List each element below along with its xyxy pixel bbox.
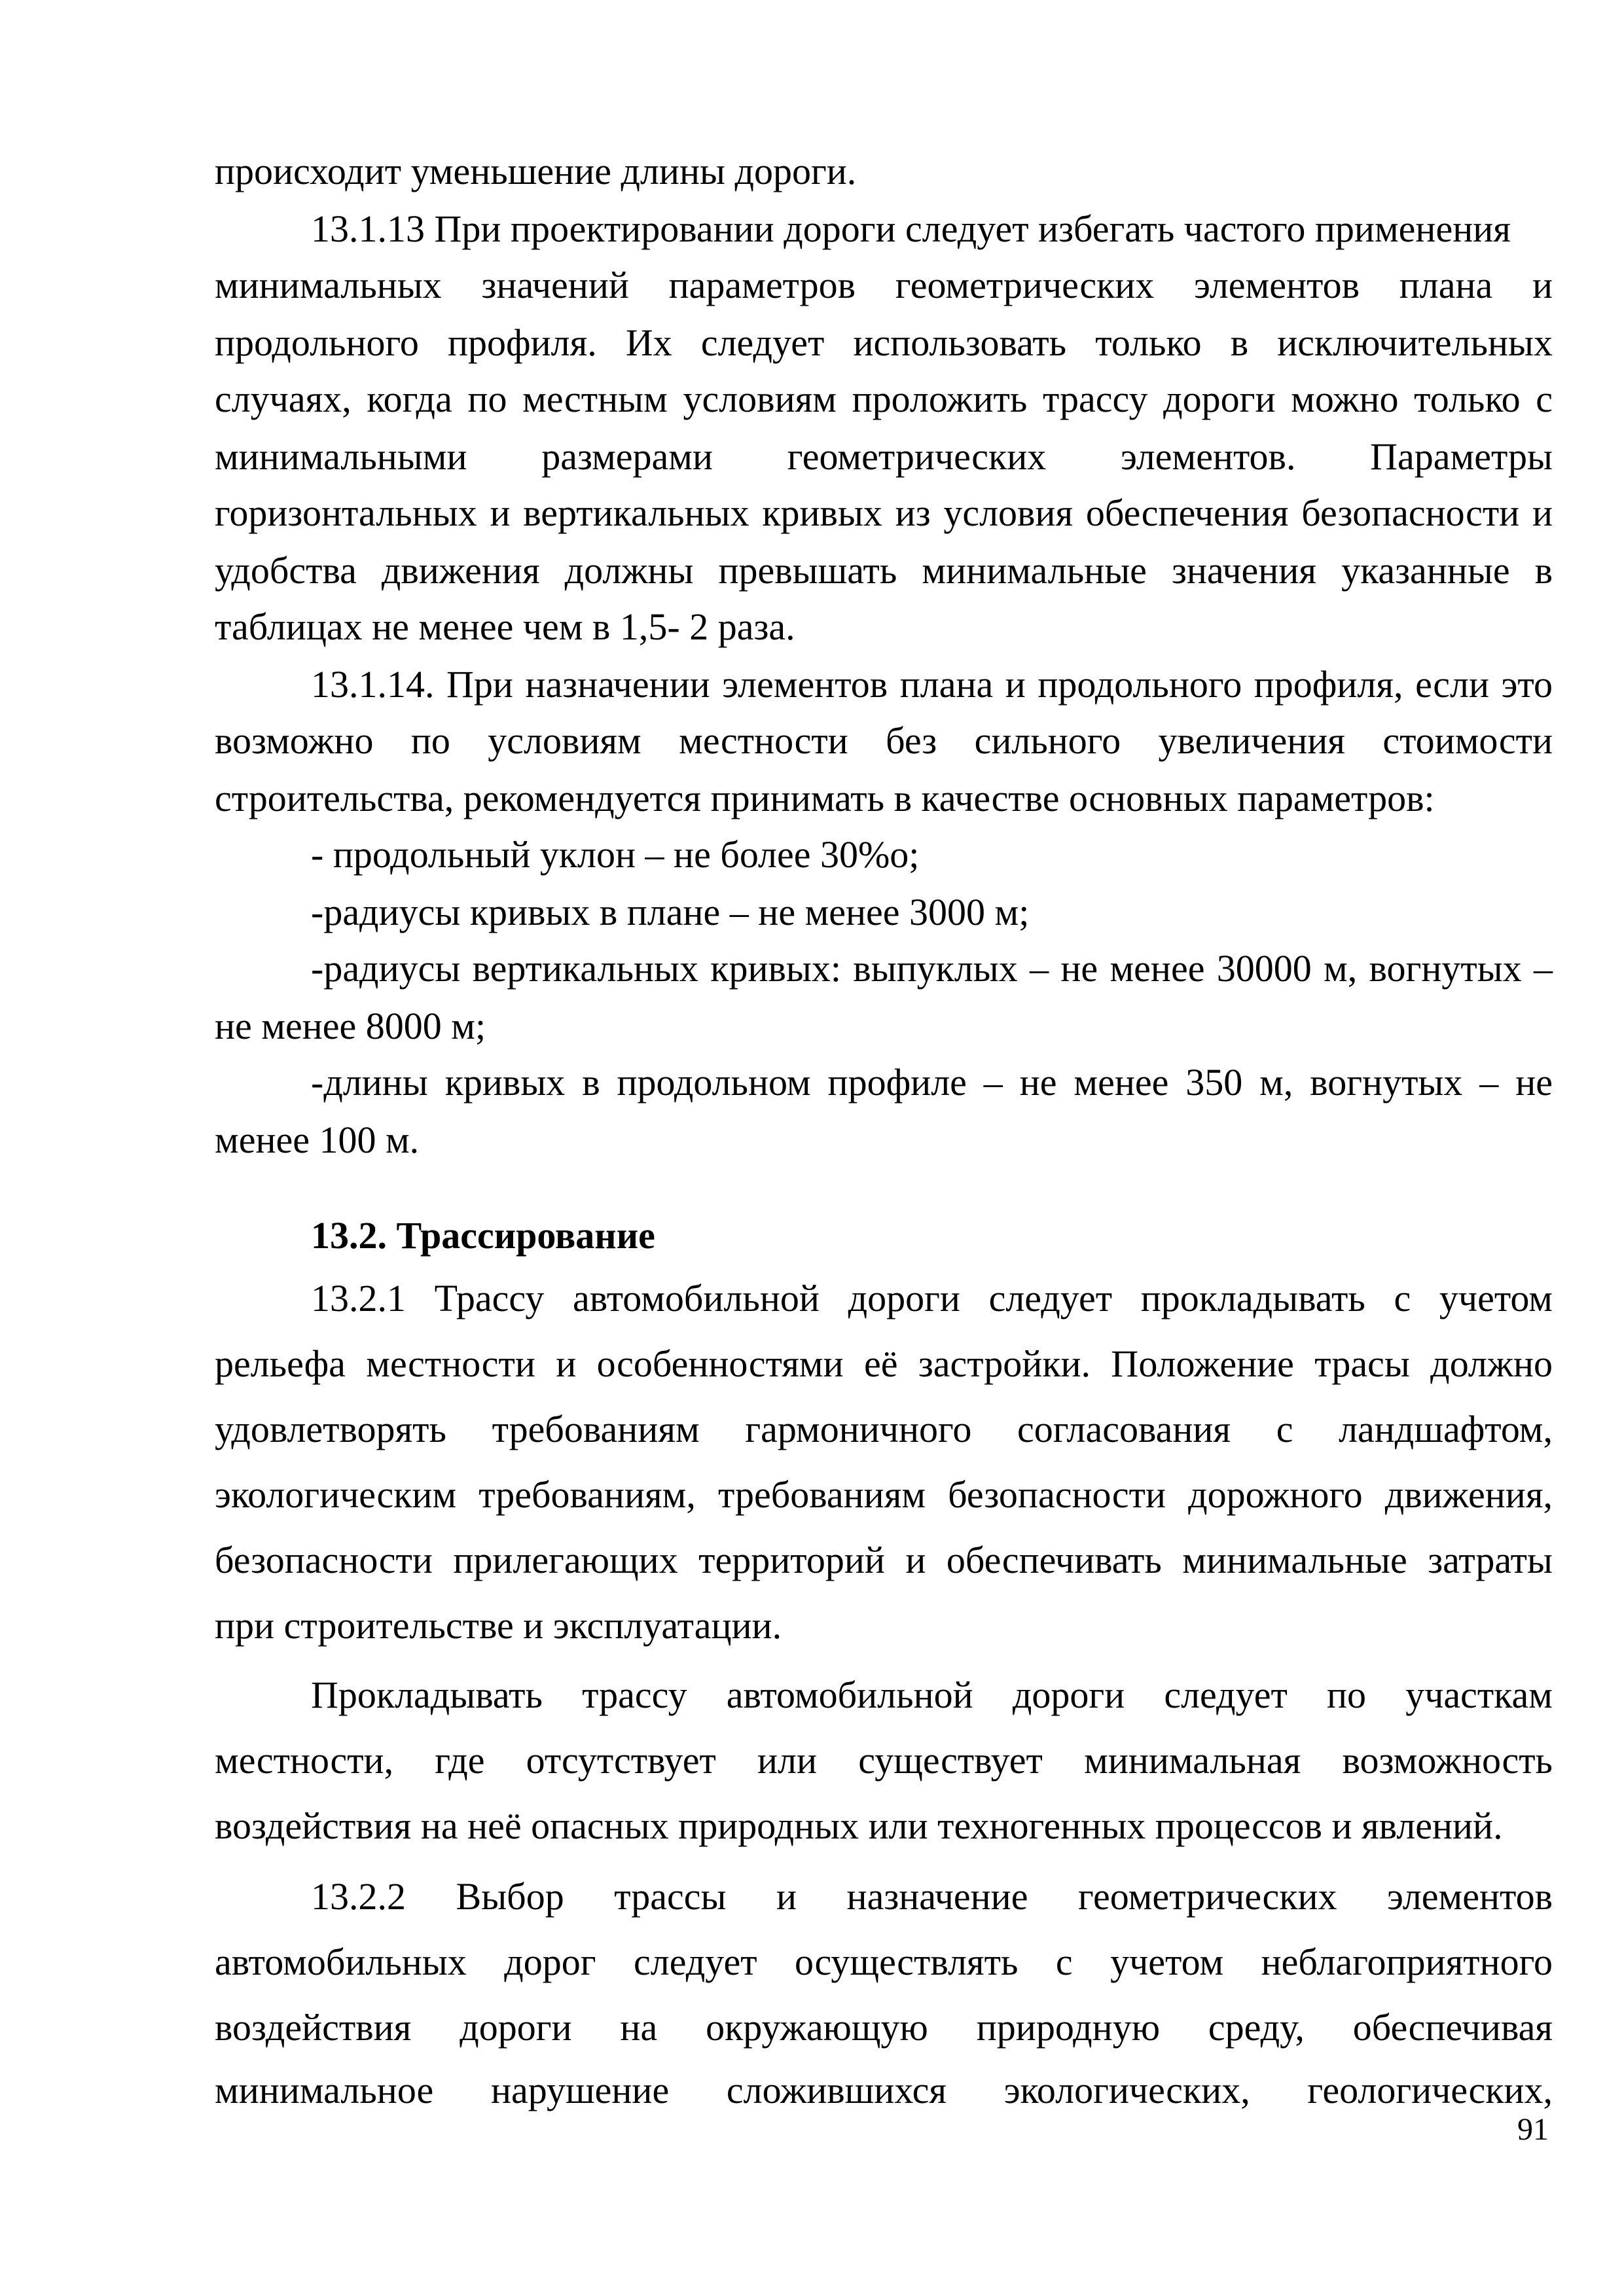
list-item-plan-radius: -радиусы кривых в плане – не менее 3000 м; — [311, 891, 1030, 933]
section-heading: 13.2. Трассирование — [311, 1214, 655, 1257]
paragraph-13-1-13-line-1: 13.1.13 При проектировании дороги следует избегать частого применения — [311, 207, 1511, 250]
paragraph-route-line-1: Прокладывать трассу автомобильной дороги следует по участкам — [311, 1674, 1553, 1716]
paragraph-route-line-2: местности, где отсутствует или существует минимальная возможность — [215, 1739, 1553, 1782]
list-item-vertical-radius-cont: не менее 8000 м; — [215, 1005, 486, 1047]
paragraph-13-1-13-line-7: удобства движения должны превышать минимальные значения указанные в — [215, 549, 1553, 592]
paragraph-route-line-3: воздействия на неё опасных природных или техногенных процессов и явлений. — [215, 1804, 1503, 1847]
paragraph-13-1-13-line-5: минимальными размерами геометрических элементов. Параметры — [215, 435, 1553, 478]
list-item-curve-length-cont: менее 100 м. — [215, 1119, 420, 1161]
paragraph-13-1-14-line-2: возможно по условиям местности без сильного увеличения стоимости — [215, 719, 1553, 762]
paragraph-13-2-2-line-1: 13.2.2 Выбор трассы и назначение геометрических элементов — [311, 1875, 1553, 1918]
list-item-vertical-radius: -радиусы вертикальных кривых: выпуклых – не менее 30000 м, вогнутых – — [311, 947, 1553, 990]
page-number: 91 — [1517, 2112, 1549, 2147]
paragraph-13-2-2-line-4: минимальное нарушение сложившихся экологических, геологических, — [215, 2069, 1553, 2111]
paragraph-13-2-2-line-2: автомобильных дорог следует осуществлять с учетом неблагоприятного — [215, 1941, 1553, 1983]
list-item-curve-length: -длины кривых в продольном профиле – не менее 350 м, вогнутых – не — [311, 1061, 1553, 1103]
paragraph-13-2-1-line-3: удовлетворять требованиям гармоничного согласования с ландшафтом, — [215, 1408, 1553, 1450]
paragraph-13-1-13-line-8: таблицах не менее чем в 1,5- 2 раза. — [215, 605, 795, 648]
paragraph-13-1-13-line-3: продольного профиля. Их следует использовать только в исключительных — [215, 321, 1553, 364]
paragraph-13-2-2-line-3: воздействия дороги на окружающую природную среду, обеспечивая — [215, 2006, 1553, 2049]
paragraph-13-1-13-line-4: случаях, когда по местным условиям проложить трассу дороги можно только с — [215, 378, 1553, 420]
paragraph-13-2-1-line-2: рельефа местности и особенностями её застройки. Положение трасы должно — [215, 1342, 1553, 1385]
paragraph-13-2-1-line-4: экологическим требованиям, требованиям безопасности дорожного движения, — [215, 1473, 1553, 1516]
paragraph-13-1-13-line-2: минимальных значений параметров геометрических элементов плана и — [215, 264, 1553, 306]
paragraph-13-2-1-line-6: при строительстве и эксплуатации. — [215, 1604, 782, 1647]
paragraph-13-2-1-line-1: 13.2.1 Трассу автомобильной дороги следует прокладывать с учетом — [311, 1277, 1553, 1319]
paragraph-13-1-13-line-6: горизонтальных и вертикальных кривых из условия обеспечения безопасности и — [215, 492, 1553, 534]
list-item-slope: - продольный уклон – не более 30%о; — [311, 833, 920, 876]
paragraph-13-2-1-line-5: безопасности прилегающих территорий и обеспечивать минимальные затраты — [215, 1539, 1553, 1581]
paragraph-tail: происходит уменьшение длины дороги. — [215, 150, 857, 192]
paragraph-13-1-14-line-1: 13.1.14. При назначении элементов плана и продольного профиля, если это — [311, 663, 1553, 706]
paragraph-13-1-14-line-3: строительства, рекомендуется принимать в качестве основных параметров: — [215, 777, 1435, 819]
